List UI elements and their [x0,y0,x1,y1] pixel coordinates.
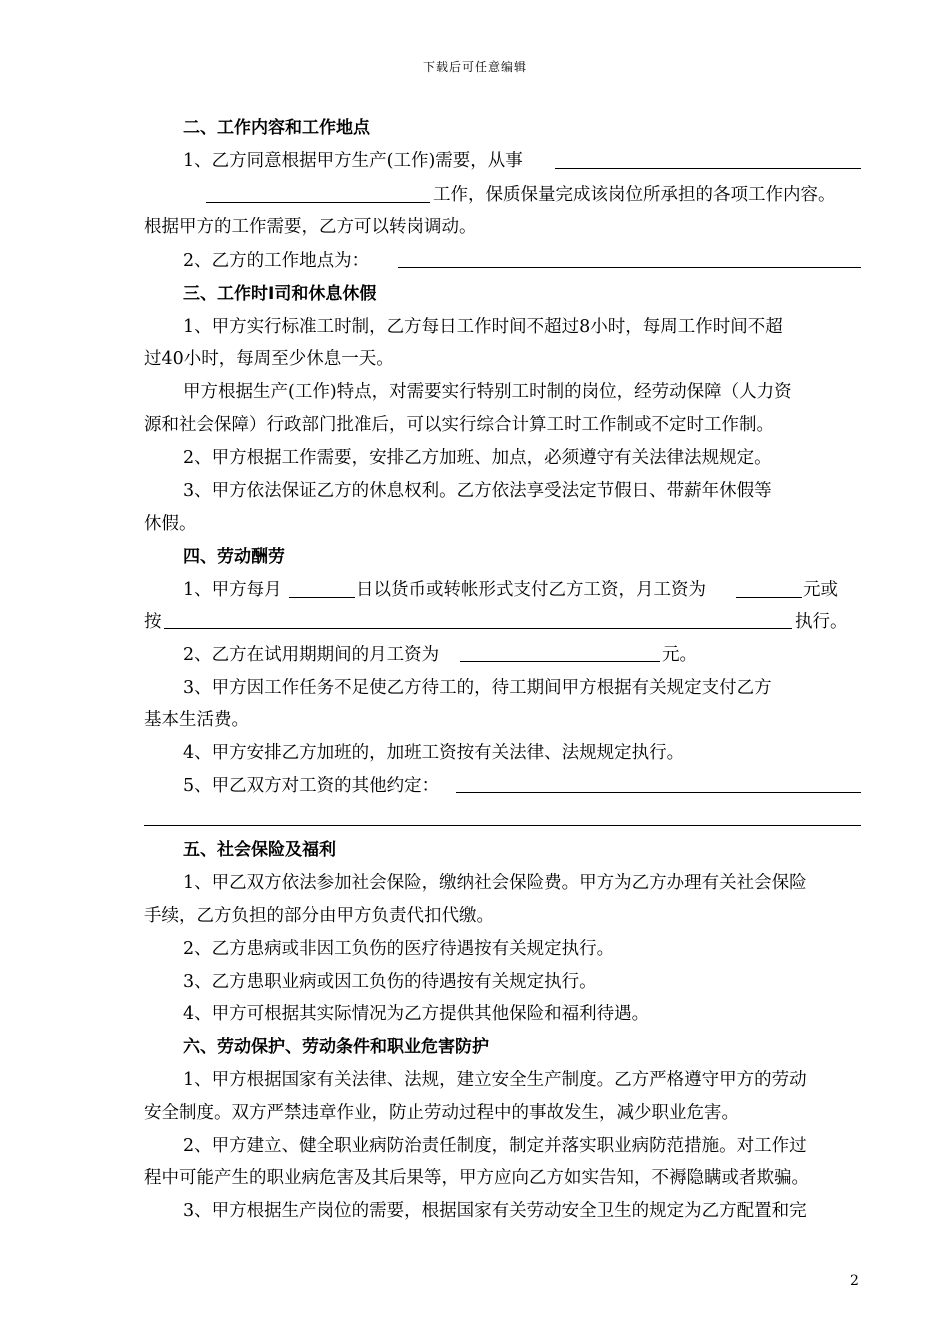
s2-p1-line1 [183,149,523,173]
s4-p3-line1: 3、甲方因工作任务不足使乙方待工的，待工期间甲方根据有关规定支付乙方 [183,678,772,698]
s2-p2-text: 2、乙方的工作地点为： [183,251,370,271]
salary-method-blank [164,628,792,629]
s5-p1-line2: 手续，乙方负担的部分由甲方负责代扣代缴。 [144,906,494,926]
monthly-salary-blank [736,597,802,598]
s2-p1-text-b: 工作，保质保量完成该岗位所承担的各项工作内容。 [433,185,836,205]
s3-p4-line1: 3、甲方依法保证乙方的休息权利。乙方依法享受法定节假日、带薪年休假等 [183,481,772,501]
s5-p3: 3、乙方患职业病或因工负伤的待遇按有关规定执行。 [183,972,597,992]
s4-p5: 5、甲乙双方对工资的其他约定： [183,776,440,796]
s5-p4: 4、甲方可根据其实际情况为乙方提供其他保险和福利待遇。 [183,1004,650,1024]
header-note: 下载后可任意编辑 [422,60,527,74]
s3-p3: 2、甲方根据工作需要，安排乙方加班、加点，必须遵守有关法律法规规定。 [183,448,772,468]
s4-p1-text-b: 日以货币或转帐形式支付乙方工资，月工资为 [356,580,706,600]
s6-p1-line1: 1、甲方根据国家有关法律、法规，建立安全生产制度。乙方严格遵守甲方的劳动 [183,1070,807,1090]
section-4-title: 四、劳动酬劳 [183,547,285,567]
s4-p3-line2: 基本生活费。 [144,710,249,730]
s4-p1-text-d: 按 [144,612,162,632]
s2-p1-text-c: 根据甲方的工作需要，乙方可以转岗调动。 [144,217,477,237]
s6-p3: 3、甲方根据生产岗位的需要，根据国家有关劳动安全卫生的规定为乙方配置和完 [183,1201,807,1221]
s3-p1-line2: 过40小时，每周至少休息一天。 [144,349,394,369]
probation-salary-blank [460,661,660,662]
section-6-title: 六、劳动保护、劳动条件和职业危害防护 [183,1037,489,1057]
section-3-title: 三、工作时I司和休息休假 [183,284,377,304]
s4-p1-text-e: 执行。 [795,612,848,632]
other-salary-terms-blank-1 [456,792,861,793]
section-5-title: 五、社会保险及福利 [183,840,336,860]
pay-day-blank [289,597,355,598]
s6-p2-line1: 2、甲方建立、健全职业病防治责任制度，制定并落实职业病防范措施。对工作过 [183,1136,807,1156]
section-2-title: 二、工作内容和工作地点 [183,118,370,138]
s5-p2: 2、乙方患病或非因工负伤的医疗待遇按有关规定执行。 [183,939,615,959]
s6-p2-line2: 程中可能产生的职业病危害及其后果等，甲方应向乙方如实告知，不褥隐瞒或者欺骗。 [144,1168,809,1188]
s4-p2-text-b: 元。 [662,645,697,665]
other-salary-terms-blank-2 [144,825,861,826]
s4-p2-text-a: 2、乙方在试用期期间的月工资为 [183,645,440,665]
s4-p4: 4、甲方安排乙方加班的，加班工资按有关法律、法规规定执行。 [183,743,685,763]
s4-p1-text-a: 1、甲方每月 [183,580,282,600]
s3-p1-line1: 1、甲方实行标准工时制，乙方每日工作时间不超过8小时，每周工作时间不超 [183,317,783,337]
s5-p1-line1: 1、甲乙双方依法参加社会保险，缴纳社会保险费。甲方为乙方办理有关社会保险 [183,873,807,893]
s4-p1-text-c: 元或 [803,580,838,600]
s3-p2-line1: 甲方根据生产(工作)特点，对需要实行特别工时制的岗位，经劳动保障（人力资 [183,382,792,402]
s2-p1-text-a: 1、乙方同意根据甲方生产(工作)需要，从事 [183,151,523,171]
s3-p2-line2: 源和社会保障）行政部门批准后，可以实行综合计算工时工作制或不定时工作制。 [144,415,774,435]
job-title-blank-2 [206,202,430,203]
page-number: 2 [850,1273,859,1289]
job-title-blank-1 [555,168,861,169]
s3-p4-line2: 休假。 [144,514,197,534]
s6-p1-line2: 安全制度。双方严禁违章作业，防止劳动过程中的事故发生，减少职业危害。 [144,1103,739,1123]
work-location-blank [398,267,861,268]
